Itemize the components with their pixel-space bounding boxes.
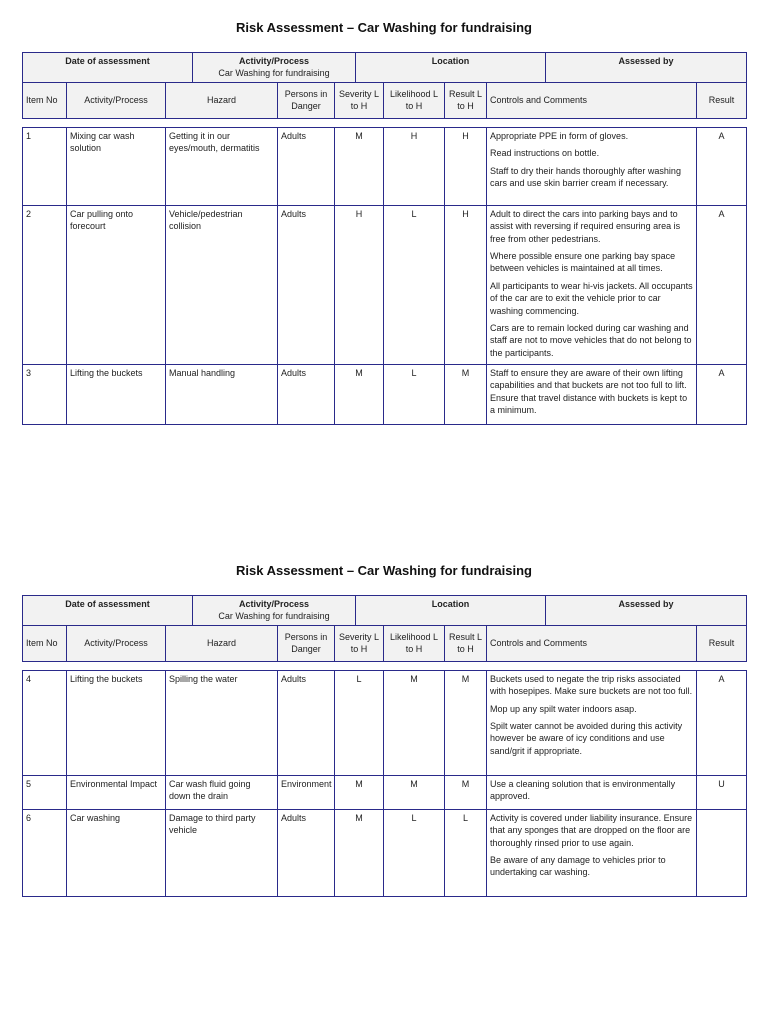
control-comment: Read instructions on bottle.: [490, 148, 600, 159]
col-controls-and-comments: Controls and Comments: [487, 82, 697, 118]
controls-and-comments-cell: [487, 670, 697, 775]
date-of-assessment-label: Date of assessment: [23, 53, 193, 83]
hazard-cell: Vehicle/pedestrian collision: [166, 205, 278, 364]
severity-cell: M: [335, 127, 384, 205]
header-columns-row: [23, 625, 747, 661]
hazard-cell: Getting it in our eyes/mouth, dermatitis: [166, 127, 278, 205]
control-comment: Buckets used to negate the trip risks associated with hosepipes. Make sure buckets are not too full.: [490, 673, 693, 697]
col-severity: Severity L to H: [335, 625, 384, 661]
header-meta-row: [23, 596, 747, 626]
activity-process-value: Car Washing for fundraising: [218, 611, 330, 622]
col-persons-in-danger: Persons in Danger: [278, 625, 335, 661]
persons-in-danger-cell: Adults: [278, 809, 335, 896]
result-cell: A: [697, 205, 747, 364]
item-no-cell: 3: [23, 364, 67, 424]
header-columns-row: [23, 82, 747, 118]
col-result-l-to-h: Result L to H: [445, 82, 487, 118]
control-comment: Where possible ensure one parking bay space between vehicles is maintained at all times.: [490, 251, 676, 274]
result-l-to-h-cell: H: [445, 205, 487, 364]
activity-cell: Environmental Impact: [67, 775, 166, 809]
control-comment: All participants to wear hi-vis jackets. All occupants of the car are to exit the vehicle prior to car washing commencing.: [490, 280, 693, 316]
activity-cell: Lifting the buckets: [67, 670, 166, 775]
col-result: Result: [697, 82, 747, 118]
hazard-row: [23, 775, 747, 809]
likelihood-cell: L: [384, 364, 445, 424]
result-cell: U: [697, 775, 747, 809]
activity-process-label: Activity/Process: [238, 56, 310, 66]
activity-process-value: Car Washing for fundraising: [218, 68, 330, 79]
activity-cell: Car washing: [67, 809, 166, 896]
activity-process-cell: [193, 53, 356, 83]
risk-assessment-section-2: [22, 561, 746, 897]
hazard-row: [23, 809, 747, 896]
activity-process-cell: [193, 596, 356, 626]
likelihood-cell: L: [384, 205, 445, 364]
activity-cell: Mixing car wash solution: [67, 127, 166, 205]
activity-cell: Lifting the buckets: [67, 364, 166, 424]
controls-and-comments-cell: [487, 127, 697, 205]
control-comment: Cars are to remain locked during car washing and staff are not to move vehicles that do not belong to the participants.: [490, 323, 692, 358]
item-no-cell: 4: [23, 670, 67, 775]
result-cell: A: [697, 127, 747, 205]
page-title: Risk Assessment – Car Washing for fundraising: [236, 20, 532, 35]
persons-in-danger-cell: Environment: [278, 775, 335, 809]
col-likelihood: Likelihood L to H: [384, 625, 445, 661]
activity-process-label: Activity/Process: [238, 599, 310, 609]
col-item-no: Item No: [23, 82, 67, 118]
persons-in-danger-cell: Adults: [278, 364, 335, 424]
control-comment: Activity is covered under liability insurance. Ensure that any sponges that are dropped on the floor are thoroughly rinsed prior to use again.: [490, 812, 693, 848]
hazard-cell: Spilling the water: [166, 670, 278, 775]
persons-in-danger-cell: Adults: [278, 127, 335, 205]
col-hazard: Hazard: [166, 82, 278, 118]
col-likelihood: Likelihood L to H: [384, 82, 445, 118]
hazard-cell: Car wash fluid going down the drain: [166, 775, 278, 809]
likelihood-cell: M: [384, 670, 445, 775]
assessed-by-label: Assessed by: [546, 53, 747, 83]
result-l-to-h-cell: H: [445, 127, 487, 205]
result-l-to-h-cell: M: [445, 670, 487, 775]
item-no-cell: 6: [23, 809, 67, 896]
severity-cell: M: [335, 364, 384, 424]
control-comment: Spilt water cannot be avoided during this activity however be aware of icy conditions and use sand/grit if appropriate.: [490, 721, 683, 756]
assessment-header-table: [22, 595, 747, 662]
controls-and-comments-cell: [487, 775, 697, 809]
controls-and-comments-cell: [487, 364, 697, 424]
control-comment: Mop up any spilt water indoors asap.: [490, 703, 637, 714]
assessment-header-table: [22, 52, 747, 119]
col-hazard: Hazard: [166, 625, 278, 661]
likelihood-cell: H: [384, 127, 445, 205]
hazard-table: [22, 127, 747, 425]
hazard-row: [23, 670, 747, 775]
result-l-to-h-cell: M: [445, 364, 487, 424]
col-severity: Severity L to H: [335, 82, 384, 118]
assessed-by-label: Assessed by: [546, 596, 747, 626]
col-activity-process: Activity/Process: [67, 82, 166, 118]
result-cell: [697, 809, 747, 896]
date-of-assessment-label: Date of assessment: [23, 596, 193, 626]
result-l-to-h-cell: M: [445, 775, 487, 809]
hazard-table: [22, 670, 747, 897]
control-comment: Use a cleaning solution that is environmentally approved.: [490, 778, 676, 802]
persons-in-danger-cell: Adults: [278, 205, 335, 364]
controls-and-comments-cell: [487, 809, 697, 896]
col-result: Result: [697, 625, 747, 661]
col-persons-in-danger: Persons in Danger: [278, 82, 335, 118]
col-controls-and-comments: Controls and Comments: [487, 625, 697, 661]
severity-cell: L: [335, 670, 384, 775]
control-comment: Staff to dry their hands thoroughly after washing cars and use skin barrier cream if necessary.: [490, 165, 681, 189]
result-cell: A: [697, 364, 747, 424]
persons-in-danger-cell: Adults: [278, 670, 335, 775]
controls-and-comments-cell: [487, 205, 697, 364]
likelihood-cell: M: [384, 775, 445, 809]
severity-cell: H: [335, 205, 384, 364]
hazard-cell: Damage to third party vehicle: [166, 809, 278, 896]
risk-assessment-section-1: [22, 18, 746, 425]
result-cell: A: [697, 670, 747, 775]
control-comment: Adult to direct the cars into parking bays and to assist with reversing if required ensuring area is free from other pedestrians.: [490, 208, 681, 244]
hazard-row: [23, 364, 747, 424]
col-result-l-to-h: Result L to H: [445, 625, 487, 661]
hazard-cell: Manual handling: [166, 364, 278, 424]
item-no-cell: 1: [23, 127, 67, 205]
hazard-rows: [23, 127, 747, 424]
hazard-row: [23, 127, 747, 205]
hazard-rows: [23, 670, 747, 896]
severity-cell: M: [335, 775, 384, 809]
col-activity-process: Activity/Process: [67, 625, 166, 661]
location-label: Location: [356, 596, 546, 626]
col-item-no: Item No: [23, 625, 67, 661]
header-meta-row: [23, 53, 747, 83]
result-l-to-h-cell: L: [445, 809, 487, 896]
location-label: Location: [356, 53, 546, 83]
control-comment: Staff to ensure they are aware of their own lifting capabilities and that buckets are not too full to lift. Ensure that travel distance with buckets is kept to a minimum.: [490, 367, 688, 416]
control-comment: Appropriate PPE in form of gloves.: [490, 130, 629, 141]
page-title: Risk Assessment – Car Washing for fundraising: [236, 563, 532, 578]
likelihood-cell: L: [384, 809, 445, 896]
hazard-row: [23, 205, 747, 364]
item-no-cell: 2: [23, 205, 67, 364]
item-no-cell: 5: [23, 775, 67, 809]
activity-cell: Car pulling onto forecourt: [67, 205, 166, 364]
severity-cell: M: [335, 809, 384, 896]
control-comment: Be aware of any damage to vehicles prior to undertaking car washing.: [490, 855, 666, 878]
